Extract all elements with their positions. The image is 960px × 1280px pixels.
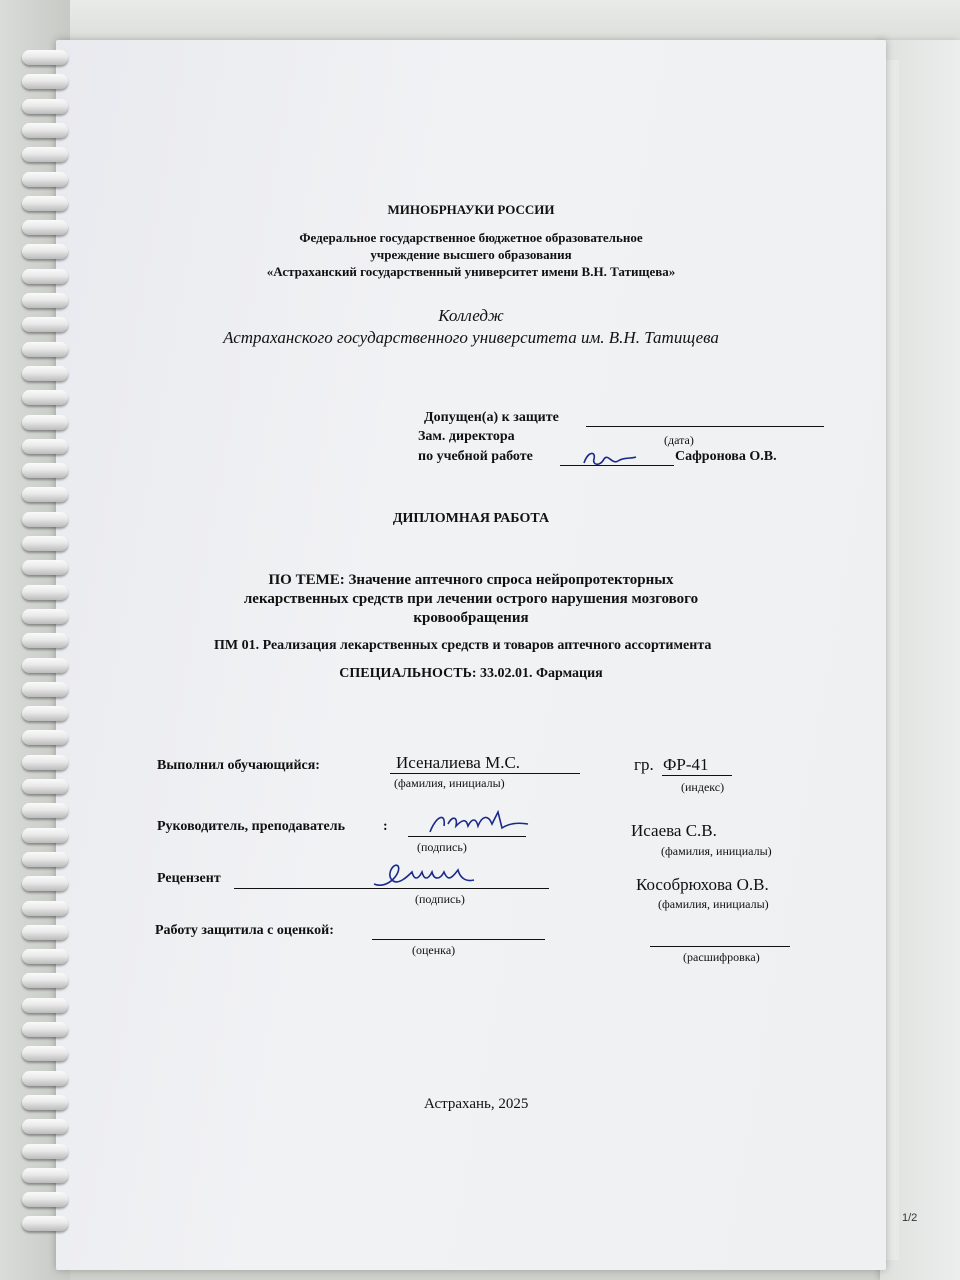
binding-ring bbox=[22, 317, 68, 332]
binding-ring bbox=[22, 293, 68, 308]
binding-ring bbox=[22, 730, 68, 745]
group-label: гр. bbox=[634, 755, 654, 774]
binding-ring bbox=[22, 196, 68, 211]
binding-ring bbox=[22, 512, 68, 527]
institution-line-3: «Астраханский государственный университет имени В.Н. Татищева» bbox=[266, 264, 676, 279]
binding-ring bbox=[22, 1095, 68, 1110]
binding-ring bbox=[22, 755, 68, 770]
page-indicator: 1/2 bbox=[902, 1212, 918, 1224]
student-line bbox=[390, 773, 580, 774]
binding-ring bbox=[22, 682, 68, 697]
academic-label: по учебной работе bbox=[418, 449, 533, 464]
binding-ring bbox=[22, 244, 68, 259]
binding-ring bbox=[22, 803, 68, 818]
supervisor-label: Руководитель, преподаватель bbox=[157, 819, 346, 834]
binding-ring bbox=[22, 1192, 68, 1207]
grade-label: Работу защитила с оценкой: bbox=[155, 923, 334, 938]
supervisor-colon: : bbox=[383, 819, 388, 834]
group-value: ФР-41 bbox=[663, 755, 709, 774]
supervisor-name: Исаева С.В. bbox=[631, 821, 717, 840]
reviewer-sign-hint: (подпись) bbox=[415, 892, 465, 906]
supervisor-hint: (фамилия, инициалы) bbox=[661, 844, 772, 858]
topic-line-3: кровообращения bbox=[413, 610, 529, 626]
binding-ring bbox=[22, 658, 68, 673]
binding-ring bbox=[22, 1168, 68, 1183]
ministry-heading: МИНОБРНАУКИ РОССИИ bbox=[387, 202, 555, 217]
supervisor-signature bbox=[422, 806, 532, 840]
binding-ring bbox=[22, 925, 68, 940]
student-label: Выполнил обучающийся: bbox=[157, 758, 320, 773]
binding-ring bbox=[22, 852, 68, 867]
binding-ring bbox=[22, 536, 68, 551]
binding-ring bbox=[22, 609, 68, 624]
supervisor-sign-hint: (подпись) bbox=[417, 840, 467, 854]
binding-ring bbox=[22, 415, 68, 430]
binding-ring bbox=[22, 1119, 68, 1134]
binding-ring bbox=[22, 560, 68, 575]
binding-ring bbox=[22, 1144, 68, 1159]
binding-ring bbox=[22, 901, 68, 916]
city-year: Астрахань, 2025 bbox=[424, 1096, 529, 1112]
grade-hint: (оценка) bbox=[412, 943, 456, 957]
admitted-date-line bbox=[586, 426, 824, 427]
group-line bbox=[662, 775, 732, 776]
binding-ring bbox=[22, 74, 68, 89]
reviewer-label: Рецензент bbox=[157, 871, 221, 886]
institution-line-2: учреждение высшего образования bbox=[370, 247, 572, 262]
module-line: ПМ 01. Реализация лекарственных средств и товаров аптечного ассортимента bbox=[214, 638, 712, 653]
document-type: ДИПЛОМНАЯ РАБОТА bbox=[392, 511, 550, 526]
binding-ring bbox=[22, 973, 68, 988]
binding-ring bbox=[22, 123, 68, 138]
group-hint: (индекс) bbox=[681, 780, 725, 794]
college-line-2: Астраханского государственного университета им. В.Н. Татищева bbox=[223, 328, 719, 347]
document-page bbox=[56, 40, 886, 1270]
decode-hint: (расшифровка) bbox=[683, 950, 760, 964]
reviewer-hint: (фамилия, инициалы) bbox=[658, 897, 769, 911]
binding-ring bbox=[22, 1022, 68, 1037]
binding-ring bbox=[22, 706, 68, 721]
approval-name: Сафронова О.В. bbox=[675, 449, 777, 464]
binding-ring bbox=[22, 342, 68, 357]
institution-line-1: Федеральное государственное бюджетное образовательное bbox=[299, 230, 643, 245]
binding-ring bbox=[22, 463, 68, 478]
spiral-binding bbox=[22, 50, 70, 1250]
deputy-label: Зам. директора bbox=[418, 429, 515, 444]
binding-ring bbox=[22, 585, 68, 600]
binding-ring bbox=[22, 439, 68, 454]
specialty-line: СПЕЦИАЛЬНОСТЬ: 33.02.01. Фармация bbox=[339, 666, 603, 681]
decode-line bbox=[650, 946, 790, 947]
binding-ring bbox=[22, 366, 68, 381]
binding-ring bbox=[22, 633, 68, 648]
student-hint: (фамилия, инициалы) bbox=[394, 776, 505, 790]
binding-ring bbox=[22, 50, 68, 65]
college-line-1: Колледж bbox=[438, 306, 504, 325]
binding-ring bbox=[22, 220, 68, 235]
binding-ring bbox=[22, 390, 68, 405]
topic-line-1: ПО ТЕМЕ: Значение аптечного спроса нейропротекторных bbox=[268, 572, 674, 588]
binding-ring bbox=[22, 269, 68, 284]
grade-line bbox=[372, 939, 545, 940]
reviewer-signature bbox=[368, 860, 478, 894]
topic-line-2: лекарственных средств при лечении острого нарушения мозгового bbox=[243, 591, 699, 607]
binding-ring bbox=[22, 828, 68, 843]
binding-ring bbox=[22, 147, 68, 162]
binding-ring bbox=[22, 876, 68, 891]
binding-ring bbox=[22, 949, 68, 964]
binding-ring bbox=[22, 172, 68, 187]
binding-ring bbox=[22, 1216, 68, 1231]
binding-ring bbox=[22, 779, 68, 794]
binding-ring bbox=[22, 1071, 68, 1086]
binding-ring bbox=[22, 487, 68, 502]
binding-ring bbox=[22, 99, 68, 114]
admitted-label: Допущен(а) к защите bbox=[424, 410, 559, 425]
approval-signature bbox=[578, 445, 638, 471]
reviewer-name: Кособрюхова О.В. bbox=[636, 875, 769, 894]
binding-ring bbox=[22, 998, 68, 1013]
student-name: Исеналиева М.С. bbox=[396, 753, 521, 772]
binding-ring bbox=[22, 1046, 68, 1061]
date-hint: (дата) bbox=[664, 433, 694, 447]
